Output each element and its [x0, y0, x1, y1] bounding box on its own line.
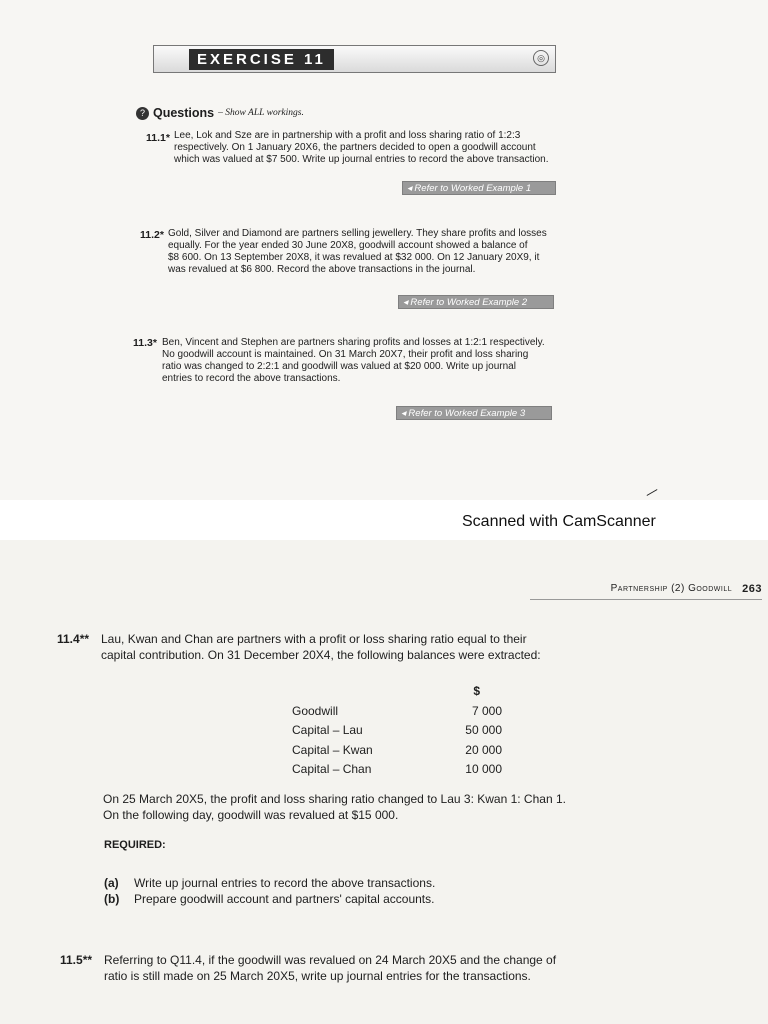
- table-row: [292, 702, 502, 722]
- worked-example-label: Refer to Worked Example 2: [410, 297, 528, 308]
- balance-label: Capital – Kwan: [292, 742, 373, 757]
- exercise-badge-icon: ◎: [533, 50, 549, 66]
- list-item: [104, 891, 564, 907]
- question-number: 11.3*: [133, 337, 157, 349]
- question-line: $8 600. On 13 September 20X8, it was revalued at $32 000. On 12 January 20X9, it: [168, 252, 540, 263]
- question-line: Lee, Lok and Sze are in partnership with a profit and loss sharing ratio of 1:2:3: [174, 130, 521, 141]
- running-header: [530, 578, 762, 600]
- worked-example-link[interactable]: ◂ Refer to Worked Example 2: [398, 295, 554, 309]
- list-text: Write up journal entries to record the above transactions.: [134, 876, 436, 890]
- list-item: [104, 875, 564, 891]
- question-line: entries to record the above transactions.: [162, 373, 341, 384]
- balance-label: Capital – Lau: [292, 723, 363, 737]
- balance-value: 20 000: [465, 742, 502, 757]
- worked-example-label: Refer to Worked Example 3: [408, 408, 526, 419]
- required-list: [104, 875, 564, 907]
- table-row: [292, 721, 502, 741]
- scan-mark: [647, 489, 658, 496]
- balance-label: Goodwill: [292, 703, 339, 718]
- worked-example-link[interactable]: ◂ Refer to Worked Example 3: [396, 406, 552, 420]
- worked-example-link[interactable]: ◂ Refer to Worked Example 1: [402, 181, 556, 195]
- list-marker: (a): [104, 876, 119, 890]
- questions-heading: [136, 106, 304, 120]
- exercise-header-bar: [153, 45, 556, 73]
- currency-header: $: [473, 684, 480, 698]
- question-line: Ben, Vincent and Stephen are partners sharing profits and losses at 1:2:1 respectively.: [162, 337, 545, 348]
- question-text: [104, 952, 604, 984]
- worked-example-label: Refer to Worked Example 1: [414, 183, 532, 194]
- question-line: ratio was changed to 2:2:1 and goodwill was valued at $20 000. Write up journal: [162, 361, 516, 372]
- list-marker: (b): [104, 892, 120, 906]
- scanner-watermark: Scanned with CamScanner: [462, 513, 656, 530]
- question-number: 11.5**: [60, 953, 93, 967]
- table-row: [292, 741, 502, 761]
- question-line: which was valued at $7 500. Write up journal entries to record the above transaction.: [174, 154, 549, 165]
- question-line: was revalued at $6 800. Record the above transactions in the journal.: [168, 264, 476, 275]
- question-line: On the following day, goodwill was revalued at $15 000.: [103, 808, 399, 822]
- questions-title: Questions: [153, 106, 215, 120]
- question-line: ratio is still made on 25 March 20X5, write up journal entries for the transactions.: [104, 969, 531, 983]
- page-number: 263: [742, 582, 762, 595]
- balances-table: [292, 682, 502, 780]
- question-line: No goodwill account is maintained. On 31 March 20X7, their profit and loss sharing: [162, 349, 529, 360]
- question-mark-icon: ?: [136, 107, 149, 120]
- question-number: 11.1*: [146, 132, 170, 144]
- question-line: Referring to Q11.4, if the goodwill was revalued on 24 March 20X5 and the change of: [104, 953, 557, 967]
- balance-label: Capital – Chan: [292, 762, 372, 776]
- question-text: [101, 631, 601, 663]
- question-text: [103, 791, 623, 823]
- required-label: REQUIRED:: [104, 839, 166, 851]
- question-number: 11.4**: [57, 632, 90, 646]
- question-line: capital contribution. On 31 December 20X4, the following balances were extracted:: [101, 648, 541, 662]
- running-header-title: Partnership (2) Goodwill: [610, 583, 733, 594]
- question-text: [174, 130, 574, 166]
- balance-value: 50 000: [465, 723, 502, 737]
- question-text: [162, 337, 557, 385]
- balance-value: 7 000: [471, 703, 502, 718]
- balance-value: 10 000: [465, 762, 502, 776]
- question-line: respectively. On 1 January 20X6, the partners decided to open a goodwill account: [174, 142, 536, 153]
- question-line: Lau, Kwan and Chan are partners with a profit or loss sharing ratio equal to their: [101, 632, 527, 646]
- question-text: [168, 228, 558, 276]
- question-line: On 25 March 20X5, the profit and loss sharing ratio changed to Lau 3: Kwan 1: Chan 1.: [103, 792, 566, 806]
- questions-subtitle: – Show ALL workings.: [218, 108, 304, 118]
- question-line: Gold, Silver and Diamond are partners selling jewellery. They share profits and losses: [168, 228, 547, 239]
- question-line: equally. For the year ended 30 June 20X8, goodwill account showed a balance of: [168, 240, 528, 251]
- page-1: [0, 0, 768, 500]
- list-text: Prepare goodwill account and partners' capital accounts.: [134, 892, 435, 906]
- question-number: 11.2*: [140, 229, 164, 241]
- exercise-title: EXERCISE 11: [189, 49, 334, 70]
- table-row: [292, 760, 502, 780]
